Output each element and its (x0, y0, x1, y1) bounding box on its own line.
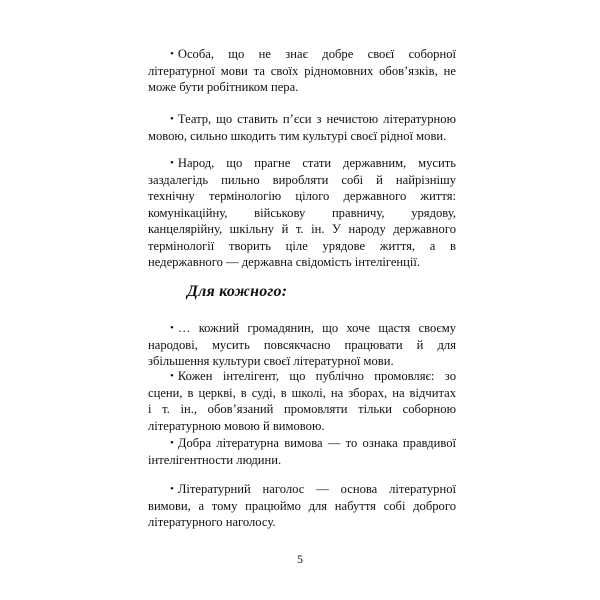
page-number: 5 (297, 552, 303, 566)
text-line: • Добра літературна вимова — то ознака правдивої (170, 436, 456, 450)
text-line: збільшення культури своєї літературної мови. (148, 354, 394, 368)
text-line: • Кожен інтелігент, що публічно промовляє: зо (170, 369, 456, 383)
text-line: • Особа, що не знає добре своєї соборної (170, 47, 456, 61)
text-line: • … кожний громадянин, що хоче щастя своєму (170, 321, 456, 335)
bullet-marker: • (170, 157, 174, 169)
text-line: комунікаційну, військову правничу, урядову, (148, 205, 456, 220)
paragraph-bullet (148, 368, 456, 434)
paragraph-bullet (148, 111, 456, 144)
paragraph-bullet (148, 46, 456, 96)
bullet-marker: • (170, 322, 174, 334)
text-line: недержавного — державна свідомість інтелігенції. (148, 255, 421, 269)
text-line: літературної мови та своїх рідномовних обов’язків, не (148, 63, 456, 78)
paragraph-bullet (148, 155, 456, 271)
text-line: технічну термінологію цілого державного життя: (148, 189, 456, 203)
paragraph-bullet (148, 320, 456, 370)
text-line: літературного наголосу. (148, 515, 276, 529)
text-line: • Театр, що ставить п’єси з нечистою літературною (170, 112, 456, 126)
bullet-marker: • (170, 437, 174, 449)
text-line: заздалегідь пильно виробляти собі й найрізнішу (148, 172, 456, 187)
bullet-marker: • (170, 483, 174, 495)
text-line: • Народ, що прагне стати державним, мусить (170, 156, 456, 170)
bullet-marker: • (170, 48, 174, 60)
text-line: канцелярійну, шкільну й т. ін. У народу державного (148, 222, 456, 236)
text-line: мовою, сильно шкодить тим культурі своєї рідної мови. (148, 128, 447, 143)
text-line: сцени, в церкві, в суді, в школі, на зборах, на відчитах (148, 385, 456, 400)
text-line: термінології творить ціле урядове життя, а в (148, 238, 456, 253)
text-line: і т. ін., обов’язаний промовляти тільки соборною (148, 402, 456, 416)
bullet-marker: • (170, 370, 174, 382)
paragraph-bullet (148, 481, 456, 531)
text-line: літературною мовою й вимовою. (148, 418, 325, 433)
bullet-marker: • (170, 113, 174, 125)
section-title: Для кожного: (187, 283, 288, 300)
text-line: інтелігентности людини. (148, 452, 282, 467)
text-line: • Літературний наголос — основа літературної (170, 482, 456, 496)
text-line: може бути робітником пера. (148, 80, 299, 94)
text-line: народові, мусить повсякчасно працювати й для (148, 337, 456, 352)
paragraph-bullet (148, 435, 456, 468)
text-line: вимови, а тому працюймо для набуття собі доброго (148, 498, 456, 513)
